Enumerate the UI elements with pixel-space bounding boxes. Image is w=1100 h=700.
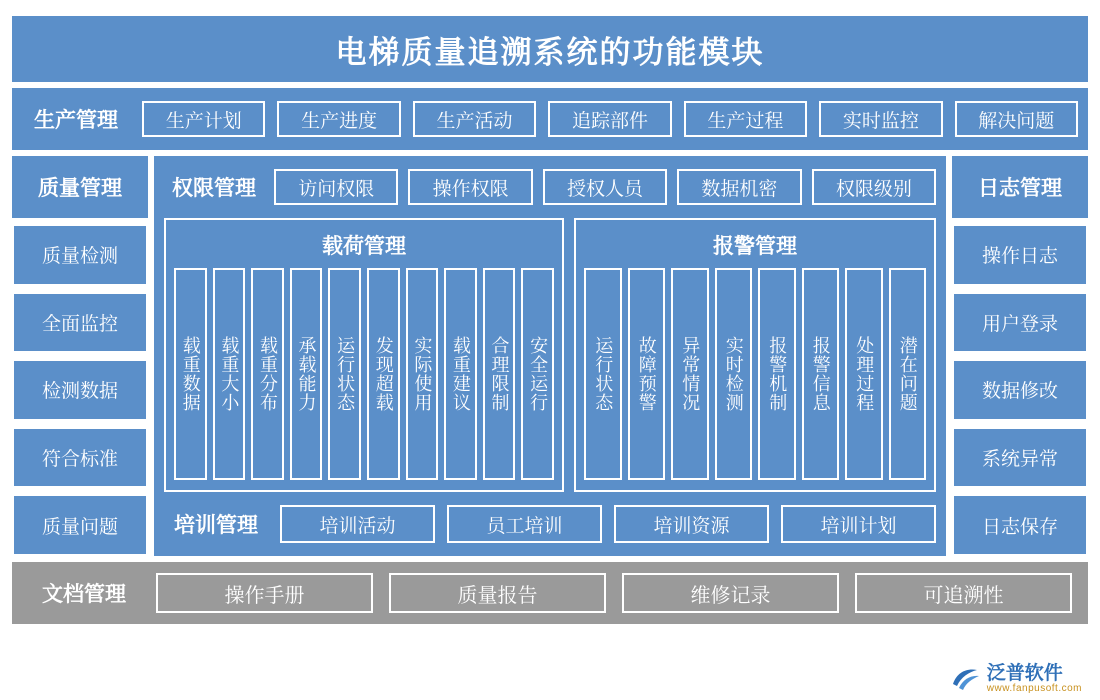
document-item-maintenance-record[interactable]: 维修记录: [622, 573, 839, 613]
quality-item-issues[interactable]: 质量问题: [12, 494, 148, 556]
production-item-progress[interactable]: 生产进度: [277, 101, 400, 137]
load-item-size[interactable]: 载重大小: [213, 268, 246, 480]
alarm-item-realtime-detection[interactable]: 实时检测: [715, 268, 753, 480]
logo-text: [987, 664, 1082, 694]
load-item-running-status[interactable]: 运行状态: [328, 268, 361, 480]
production-item-solve-problem[interactable]: 解决问题: [955, 101, 1078, 137]
alarm-management-items: [584, 268, 926, 480]
quality-item-full-monitor[interactable]: 全面监控: [12, 292, 148, 354]
permission-item-operation[interactable]: 操作权限: [408, 169, 532, 205]
training-item-plan[interactable]: 培训计划: [781, 505, 936, 543]
training-item-staff[interactable]: 员工培训: [447, 505, 602, 543]
quality-item-test-data[interactable]: 检测数据: [12, 359, 148, 421]
production-item-activity[interactable]: 生产活动: [413, 101, 536, 137]
middle-section: [12, 156, 1088, 556]
center-column: [154, 156, 946, 556]
quality-item-inspection[interactable]: 质量检测: [12, 224, 148, 286]
load-item-capacity[interactable]: 承载能力: [290, 268, 323, 480]
document-management-row: [12, 562, 1088, 624]
load-item-safe-operation[interactable]: 安全运行: [521, 268, 554, 480]
training-management-row: [164, 500, 936, 548]
log-item-user-login[interactable]: 用户登录: [952, 292, 1088, 354]
permission-item-data-confidential[interactable]: 数据机密: [677, 169, 801, 205]
training-item-resources[interactable]: 培训资源: [614, 505, 769, 543]
document-item-traceability[interactable]: 可追溯性: [855, 573, 1072, 613]
logo-mark-icon: [951, 666, 981, 692]
quality-management-column: [12, 156, 148, 556]
production-management-row: [12, 88, 1088, 150]
log-item-operation[interactable]: 操作日志: [952, 224, 1088, 286]
log-item-data-modify[interactable]: 数据修改: [952, 359, 1088, 421]
panels-area: [164, 218, 936, 492]
training-item-activity[interactable]: 培训活动: [280, 505, 435, 543]
alarm-item-message[interactable]: 报警信息: [802, 268, 840, 480]
log-management-label: 日志管理: [952, 156, 1088, 218]
quality-management-label: 质量管理: [12, 156, 148, 218]
load-item-actual-usage[interactable]: 实际使用: [406, 268, 439, 480]
production-item-track-parts[interactable]: 追踪部件: [548, 101, 671, 137]
quality-item-standards[interactable]: 符合标准: [12, 427, 148, 489]
production-item-process[interactable]: 生产过程: [684, 101, 807, 137]
alarm-item-fault-warning[interactable]: 故障预警: [628, 268, 666, 480]
document-item-manual[interactable]: 操作手册: [156, 573, 373, 613]
load-management-panel: [164, 218, 564, 492]
permission-item-level[interactable]: 权限级别: [812, 169, 936, 205]
logo-name: 泛普软件: [986, 662, 1063, 684]
document-management-label: 文档管理: [42, 582, 126, 606]
page-title: 电梯质量追溯系统的功能模块: [12, 16, 1088, 82]
alarm-item-handling-process[interactable]: 处理过程: [845, 268, 883, 480]
alarm-item-running-status[interactable]: 运行状态: [584, 268, 622, 480]
log-item-save[interactable]: 日志保存: [952, 494, 1088, 556]
load-item-distribution[interactable]: 载重分布: [251, 268, 284, 480]
load-item-overload-detect[interactable]: 发现超载: [367, 268, 400, 480]
alarm-item-abnormal-situation[interactable]: 异常情况: [671, 268, 709, 480]
load-item-data[interactable]: 载重数据: [174, 268, 207, 480]
permission-item-authorized-personnel[interactable]: 授权人员: [543, 169, 667, 205]
alarm-management-title: 报警管理: [713, 234, 797, 258]
log-item-system-exception[interactable]: 系统异常: [952, 427, 1088, 489]
production-item-plan[interactable]: 生产计划: [142, 101, 265, 137]
brand-logo: [951, 664, 1082, 694]
alarm-item-potential-problem[interactable]: 潜在问题: [889, 268, 927, 480]
log-management-column: [952, 156, 1088, 556]
permission-management-row: [164, 164, 936, 210]
alarm-item-mechanism[interactable]: 报警机制: [758, 268, 796, 480]
production-item-realtime-monitor[interactable]: 实时监控: [819, 101, 942, 137]
training-management-label: 培训管理: [174, 513, 258, 537]
permission-item-access[interactable]: 访问权限: [274, 169, 398, 205]
load-management-items: [174, 268, 554, 480]
load-item-advice[interactable]: 载重建议: [444, 268, 477, 480]
document-item-quality-report[interactable]: 质量报告: [389, 573, 606, 613]
production-management-label: 生产管理: [34, 108, 118, 132]
load-management-title: 载荷管理: [322, 234, 406, 258]
load-item-reasonable-limit[interactable]: 合理限制: [483, 268, 516, 480]
permission-management-label: 权限管理: [172, 176, 256, 200]
logo-url: www.fanpusoft.com: [986, 682, 1082, 694]
alarm-management-panel: [574, 218, 936, 492]
